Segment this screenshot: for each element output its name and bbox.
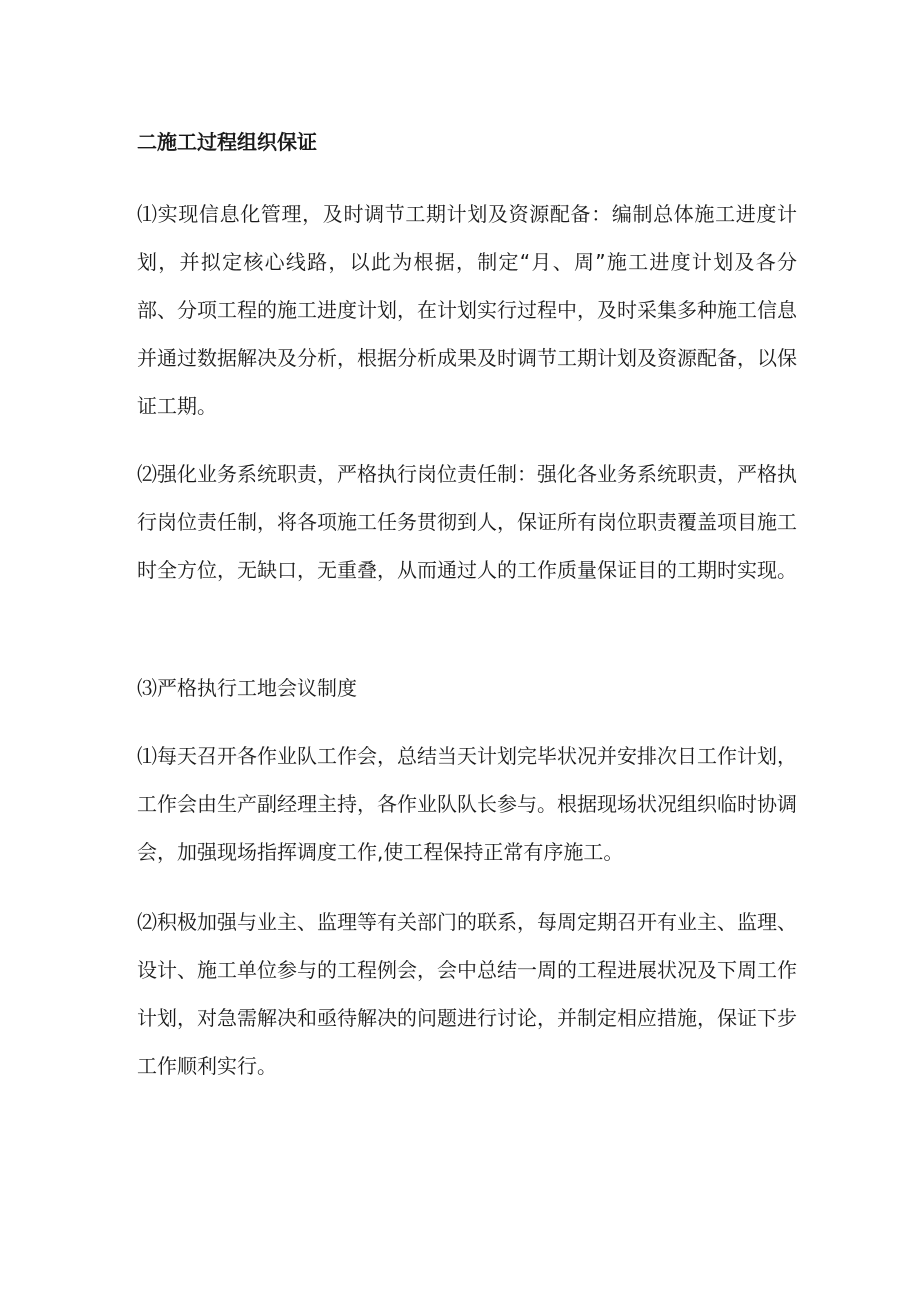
paragraph-responsibility-system: ⑵强化业务系统职责，严格执行岗位责任制：强化各业务系统职责，严格执行岗位责任制，将各项施工任务贯彻到人，保证所有岗位职责覆盖项目施工时全方位，无缺口，无重叠，从而通过人的工作质量保证目的工期时实现。 (137, 462, 797, 582)
section-heading: 二施工过程组织保证 (137, 130, 317, 154)
paragraph-daily-work-meeting: ⑴每天召开各作业队工作会，总结当天计划完毕状况并安排次日工作计划，工作会由生产副经理主持，各作业队队长参与。根据现场状况组织临时协调会，加强现场指挥调度工作,使工程保持正常有序施工。 (137, 744, 797, 864)
paragraph-weekly-project-meeting: ⑵积极加强与业主、监理等有关部门的联系，每周定期召开有业主、监理、设计、施工单位参与的工程例会，会中总结一周的工程进展状况及下周工作计划，对急需解决和亟待解决的问题进行讨论，并制定相应措施，保证下步工作顺利实行。 (137, 910, 797, 1078)
paragraph-information-management: ⑴实现信息化管理，及时调节工期计划及资源配备：编制总体施工进度计划，并拟定核心线路，以此为根据，制定“月、周”施工进度计划及各分部、分项工程的施工进度计划，在计划实行过程中，及时采集多种施工信息并通过数据解决及分析，根据分析成果及时调节工期计划及资源配备，以保证工期。 (137, 202, 797, 418)
paragraph-site-meeting-system: ⑶严格执行工地会议制度 (137, 676, 357, 700)
